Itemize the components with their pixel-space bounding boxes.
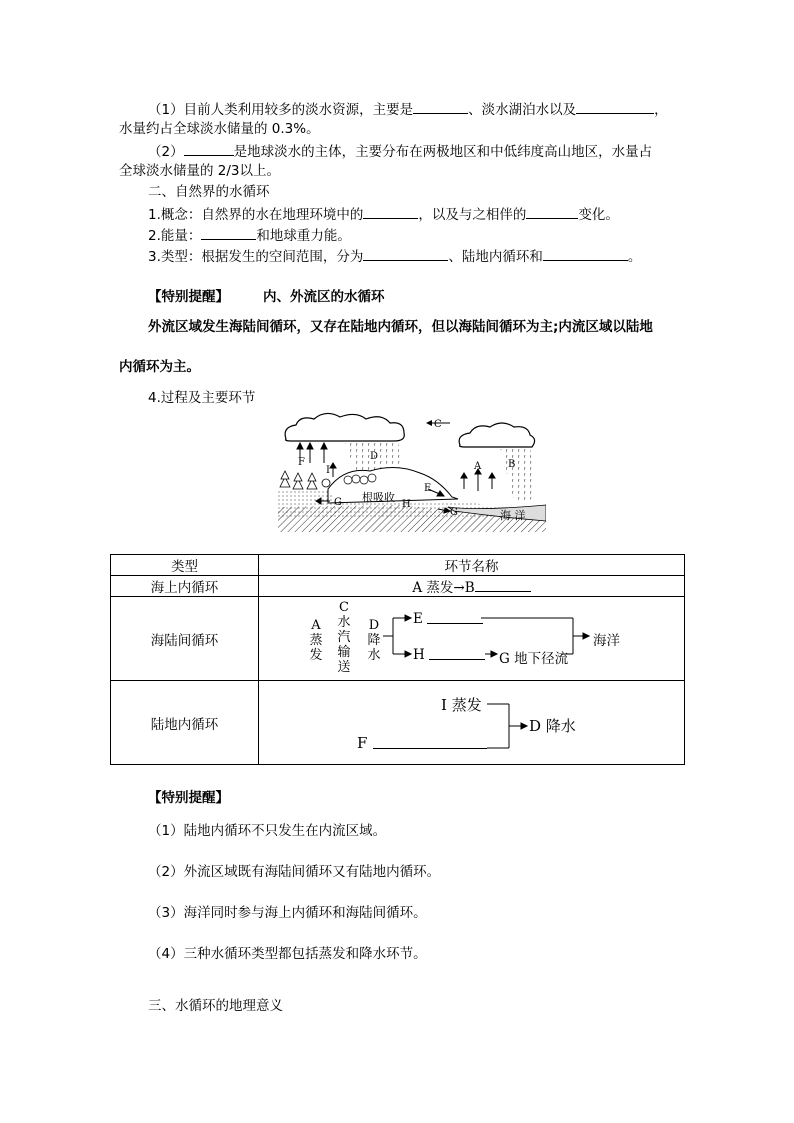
table-header-row	[111, 555, 685, 576]
tip1-header	[148, 288, 385, 306]
label-g-left: G	[334, 497, 342, 508]
item2-text-a: （2）	[148, 144, 184, 160]
blank-row2-e[interactable]	[427, 609, 483, 624]
row2-c: C水汽输送	[337, 599, 351, 675]
row2-cell	[259, 597, 685, 681]
label-ocean: 海 洋	[500, 509, 526, 522]
blank-8[interactable]	[543, 246, 628, 261]
type-line	[148, 246, 641, 266]
tip2-p4: （4）三种水循环类型都包括蒸发和降水环节。	[148, 946, 427, 962]
label-f: F	[298, 457, 305, 468]
table-row-sea-land	[111, 597, 685, 681]
type-text-c: 。	[627, 249, 642, 265]
tip2-p1: （1）陆地内循环不只发生在内流区域。	[148, 823, 387, 839]
item2-line1	[148, 141, 652, 161]
label-root: 根吸收	[362, 491, 395, 504]
arrow-i	[330, 463, 336, 477]
tip2-p2: （2）外流区域既有海陆间循环又有陆地内循环。	[148, 864, 441, 880]
concept-text-a: 1.概念：自然界的水在地理环境中的	[148, 207, 364, 223]
row1-type: 海上内循环	[111, 576, 259, 597]
type-text-b: 、陆地内循环和	[448, 249, 543, 265]
blank-1[interactable]	[413, 99, 468, 114]
concept-text-c: 变化。	[578, 207, 619, 223]
energy-text-b: 和地球重力能。	[256, 228, 351, 244]
blank-2[interactable]	[576, 99, 654, 114]
arrows-a	[461, 469, 495, 491]
label-d: D	[370, 451, 379, 462]
cloud-left-icon	[285, 413, 404, 441]
energy-text-a: 2.能量：	[148, 228, 202, 244]
blank-row1[interactable]	[475, 577, 531, 592]
row3-cell	[259, 681, 685, 765]
item1-line2: 水量约占全球淡水储量的 0.3%。	[119, 121, 320, 137]
row3-f: F	[357, 733, 368, 752]
item1-text-a: （1）目前人类利用较多的淡水资源，主要是	[148, 102, 414, 118]
item1-text-c: ，	[654, 102, 668, 118]
tip1-title: 内、外流区的水循环	[263, 289, 385, 305]
label-a: A	[474, 461, 482, 472]
blank-row2-h[interactable]	[429, 645, 485, 660]
row2-e: E	[413, 610, 423, 627]
trees-icon	[280, 471, 330, 489]
row1-text: A 蒸发→B	[412, 580, 475, 596]
water-cycle-diagram	[278, 407, 546, 532]
tip1-label: 【特别提醒】	[148, 289, 229, 305]
label-c: C	[434, 419, 442, 430]
label-i: I	[326, 465, 330, 476]
header-type: 类型	[111, 555, 259, 576]
row2-ocean: 海洋	[593, 632, 620, 649]
concept-line	[148, 204, 619, 224]
blank-7[interactable]	[363, 246, 448, 261]
row3-d: D 降水	[529, 716, 576, 735]
blank-row3-f[interactable]	[373, 734, 487, 749]
water-cycle-table	[110, 554, 685, 765]
table-row-land	[111, 681, 685, 765]
row2-d: D降水	[367, 617, 381, 663]
label-g-right: G	[450, 507, 458, 518]
section3-heading: 三、水循环的地理意义	[148, 998, 283, 1014]
row2-h: H	[413, 646, 425, 663]
row2-g: G 地下径流	[499, 650, 569, 667]
item2-line2: 全球淡水储量的 2/3以上。	[119, 163, 281, 179]
label-h: H	[402, 499, 411, 510]
item1-line1	[148, 99, 668, 119]
blank-6[interactable]	[201, 225, 256, 240]
item2-text-b: 是地球淡水的主体，主要分布在两极地区和中低纬度高山地区，水量占	[233, 144, 653, 160]
energy-line	[148, 225, 351, 245]
process-heading: 4.过程及主要环节	[148, 390, 256, 406]
concept-text-b: ，以及与之相伴的	[418, 207, 527, 223]
blank-3[interactable]	[184, 141, 234, 156]
row3-type: 陆地内循环	[111, 681, 259, 765]
tip2-p3: （3）海洋同时参与海上内循环和海陆间循环。	[148, 905, 427, 921]
blank-5[interactable]	[526, 204, 578, 219]
header-name: 环节名称	[259, 555, 685, 576]
label-b: B	[508, 459, 516, 470]
tip1-body1: 外流区域发生海陆间循环，又存在陆地内循环，但以海陆间循环为主;内流区域以陆地	[148, 319, 653, 335]
tip1-body2: 内循环为主。	[119, 359, 200, 375]
row2-a: A蒸发	[309, 617, 323, 663]
type-text-a: 3.类型：根据发生的空间范围，分为	[148, 249, 364, 265]
row1-cell	[259, 576, 685, 597]
row3-i: I 蒸发	[441, 695, 482, 714]
rain-b-icon	[500, 447, 536, 501]
cloud-right-icon	[459, 423, 534, 447]
blank-4[interactable]	[363, 204, 418, 219]
label-e: E	[424, 483, 432, 494]
table-row-ocean	[111, 576, 685, 597]
tip2-label: 【特别提醒】	[148, 790, 229, 806]
section2-heading: 二、自然界的水循环	[148, 184, 270, 200]
row2-type: 海陆间循环	[111, 597, 259, 681]
item1-text-b: 、淡水湖泊水以及	[468, 102, 577, 118]
